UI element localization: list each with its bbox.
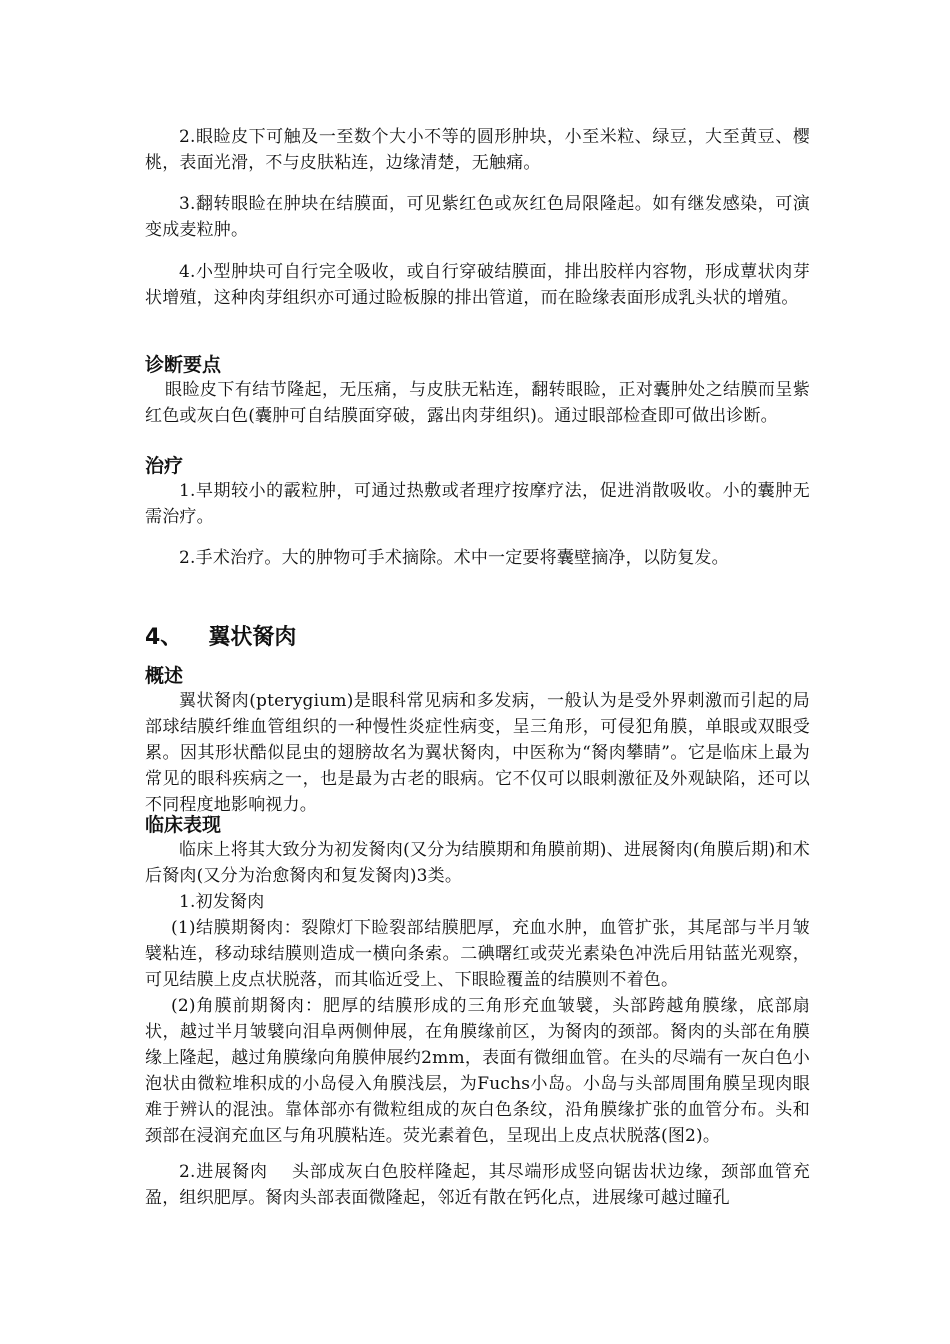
section-title-text: 翼状胬肉 bbox=[208, 625, 297, 650]
diagnosis-paragraph: 眼睑皮下有结节隆起，无压痛，与皮肤无粘连，翻转眼睑，正对囊肿处之结膜而呈紫红色或灰白色(囊肿可自结膜面穿破，露出肉芽组织)。通过眼部检查即可做出诊断。 bbox=[145, 380, 810, 426]
clinical-subheading-1: 1.初发胬肉 bbox=[179, 892, 265, 912]
symptom-paragraph-2: 2.眼睑皮下可触及一至数个大小不等的圆形肿块，小至米粒、绿豆，大至黄豆、樱桃，表面光滑，不与皮肤粘连，边缘清楚，无触痛。 bbox=[145, 127, 810, 173]
clinical-intro-paragraph: 临床上将其大致分为初发胬肉(又分为结膜期和角膜前期)、进展胬肉(角膜后期)和术后胬肉(又分为治愈胬肉和复发胬肉)3类。 bbox=[145, 840, 810, 886]
clinical-item-1: (1)结膜期胬肉：裂隙灯下睑裂部结膜肥厚，充血水肿，血管扩张，其尾部与半月皱襞粘连，移动球结膜则造成一横向条索。二碘曙红或荧光素染色冲洗后用钴蓝光观察，可见结膜上皮点状脱落，而其临近受上、下眼睑覆盖的结膜则不着色。 bbox=[145, 918, 810, 990]
diagnosis-heading: 诊断要点 bbox=[145, 354, 222, 376]
section-number: 4、 bbox=[145, 625, 183, 650]
symptom-paragraph-4: 4.小型肿块可自行完全吸收，或自行穿破结膜面，排出胶样内容物，形成蕈状肉芽状增殖，这种肉芽组织亦可通过睑板腺的排出管道，而在睑缘表面形成乳头状的增殖。 bbox=[145, 262, 810, 308]
symptom-paragraph-3: 3.翻转眼睑在肿块在结膜面，可见紫红色或灰红色局限隆起。如有继发感染，可演变成麦粒肿。 bbox=[145, 194, 810, 240]
overview-paragraph: 翼状胬肉(pterygium)是眼科常见病和多发病，一般认为是受外界刺激而引起的局部球结膜纤维血管组织的一种慢性炎症性病变，呈三角形，可侵犯角膜，单眼或双眼受累。因其形状酷似昆虫的翅膀故名为翼状胬肉，中医称为“胬肉攀睛”。它是临床上最为常见的眼科疾病之一，也是最为古老的眼病。它不仅可以眼刺激征及外观缺陷，还可以不同程度地影响视力。 bbox=[145, 691, 810, 815]
section-4-title bbox=[145, 624, 296, 652]
treatment-paragraph-1: 1.早期较小的霰粒肿，可通过热敷或者理疗按摩疗法，促进消散吸收。小的囊肿无需治疗。 bbox=[145, 481, 810, 527]
overview-heading: 概述 bbox=[145, 665, 184, 687]
treatment-heading: 治疗 bbox=[145, 455, 184, 477]
clinical-subheading-2: 2.进展胬肉 头部成灰白色胶样隆起，其尽端形成竖向锯齿状边缘，颈部血管充盈，组织肥厚。胬肉头部表面微隆起，邻近有散在钙化点，进展缘可越过瞳孔 bbox=[145, 1162, 810, 1208]
treatment-paragraph-2: 2.手术治疗。大的肿物可手术摘除。术中一定要将囊壁摘净，以防复发。 bbox=[179, 548, 729, 568]
clinical-heading: 临床表现 bbox=[145, 814, 222, 836]
clinical-item-2: (2)角膜前期胬肉：肥厚的结膜形成的三角形充血皱襞，头部跨越角膜缘，底部扇状，越过半月皱襞向泪阜两侧伸展，在角膜缘前区，为胬肉的颈部。胬肉的头部在角膜缘上隆起，越过角膜缘向角膜伸展约2mm，表面有微细血管。在头的尽端有一灰白色小泡状由微粒堆积成的小岛侵入角膜浅层，为Fuchs小岛。小岛与头部周围角膜呈现肉眼难于辨认的混浊。靠体部亦有微粒组成的灰白色条纹，沿角膜缘扩张的血管分布。头和颈部在浸润充血区与角巩膜粘连。荧光素着色，呈现出上皮点状脱落(图2)。 bbox=[145, 996, 810, 1146]
